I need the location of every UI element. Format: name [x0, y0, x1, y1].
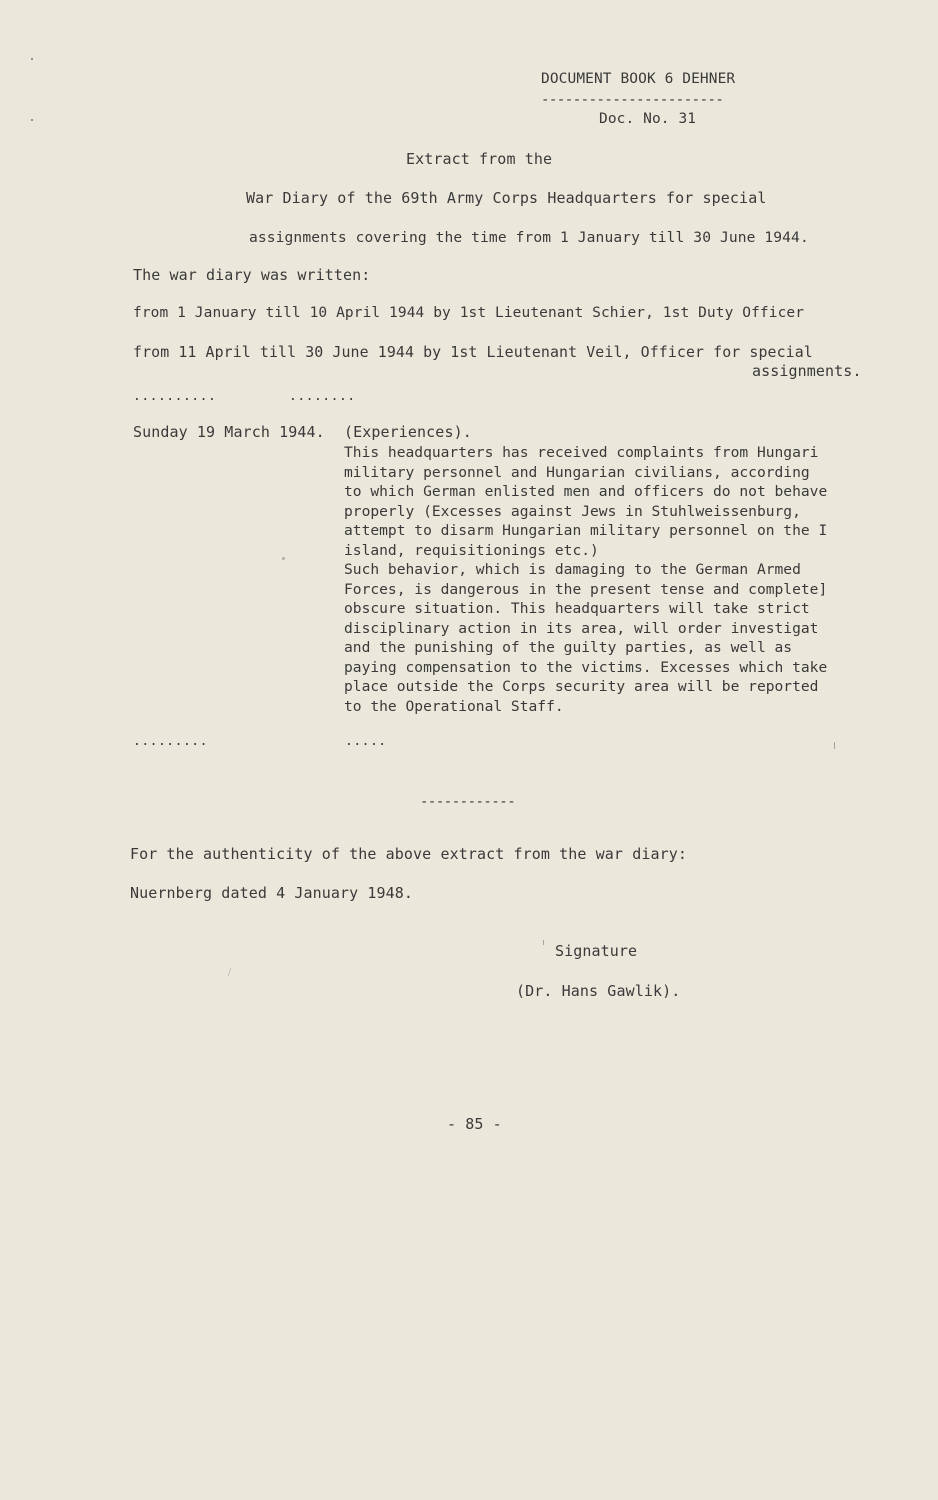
intro-from-2: from 11 April till 30 June 1944 by 1st Lieutenant Veil, Officer for special	[133, 343, 813, 361]
entry-line: This headquarters has received complaints from Hungari	[344, 444, 819, 461]
entry-line: Forces, is dangerous in the present tense and complete]	[344, 580, 828, 598]
document-number: Doc. No. 31	[599, 111, 697, 127]
scan-speck	[282, 557, 285, 560]
title-line-3: assignments covering the time from 1 January till 30 June 1944.	[249, 229, 809, 246]
entry-line: place outside the Corps security area will be reported	[344, 678, 819, 695]
separator-dots-left-2: .........	[133, 734, 208, 749]
entry-line: military personnel and Hungarian civilians, according	[344, 463, 810, 481]
entry-line: attempt to disarm Hungarian military personnel on the I	[344, 522, 828, 539]
entry-line: and the punishing of the guilty parties, as well as	[344, 639, 793, 656]
header-rule: -----------------------	[541, 92, 724, 108]
signatory-name: (Dr. Hans Gawlik).	[516, 982, 681, 1000]
entry-line: obscure situation. This headquarters will take strict	[344, 600, 810, 617]
authenticity-statement: For the authenticity of the above extract from the war diary:	[130, 845, 687, 863]
separator-dots-right-2: .....	[345, 734, 387, 749]
entry-date: Sunday 19 March 1944.	[133, 423, 325, 441]
scan-speck	[31, 58, 33, 60]
separator-dots-right: ........	[289, 389, 356, 404]
scan-speck	[228, 968, 232, 976]
page-number: - 85 -	[447, 1115, 502, 1133]
intro-from-1: from 1 January till 10 April 1944 by 1st Lieutenant Schier, 1st Duty Officer	[133, 305, 805, 321]
title-line-2: War Diary of the 69th Army Corps Headquarters for special	[246, 189, 767, 207]
intro-written: The war diary was written:	[133, 266, 371, 284]
entry-heading: (Experiences).	[344, 423, 472, 441]
place-and-date: Nuernberg dated 4 January 1948.	[130, 884, 414, 902]
signature-label: Signature	[555, 942, 638, 960]
entry-line: paying compensation to the victims. Excesses which take	[344, 658, 828, 676]
entry-line: island, requisitionings etc.)	[344, 541, 599, 559]
entry-line: disciplinary action in its area, will order investigat	[344, 619, 819, 637]
scan-speck	[834, 742, 835, 749]
scan-speck	[31, 119, 33, 121]
center-rule: ------------	[420, 794, 516, 810]
scan-speck	[543, 940, 544, 945]
entry-line: to the Operational Staff.	[344, 697, 564, 715]
entry-line: to which German enlisted men and officers do not behave	[344, 483, 828, 500]
entry-body	[344, 443, 884, 716]
separator-dots-left: ..........	[133, 389, 217, 404]
entry-line: properly (Excesses against Jews in Stuhlweissenburg,	[344, 502, 801, 520]
entry-line: Such behavior, which is damaging to the German Armed	[344, 561, 801, 578]
intro-from-2-continued: assignments.	[752, 362, 862, 380]
title-line-1: Extract from the	[406, 150, 553, 168]
document-book-label: DOCUMENT BOOK 6 DEHNER	[541, 71, 736, 87]
